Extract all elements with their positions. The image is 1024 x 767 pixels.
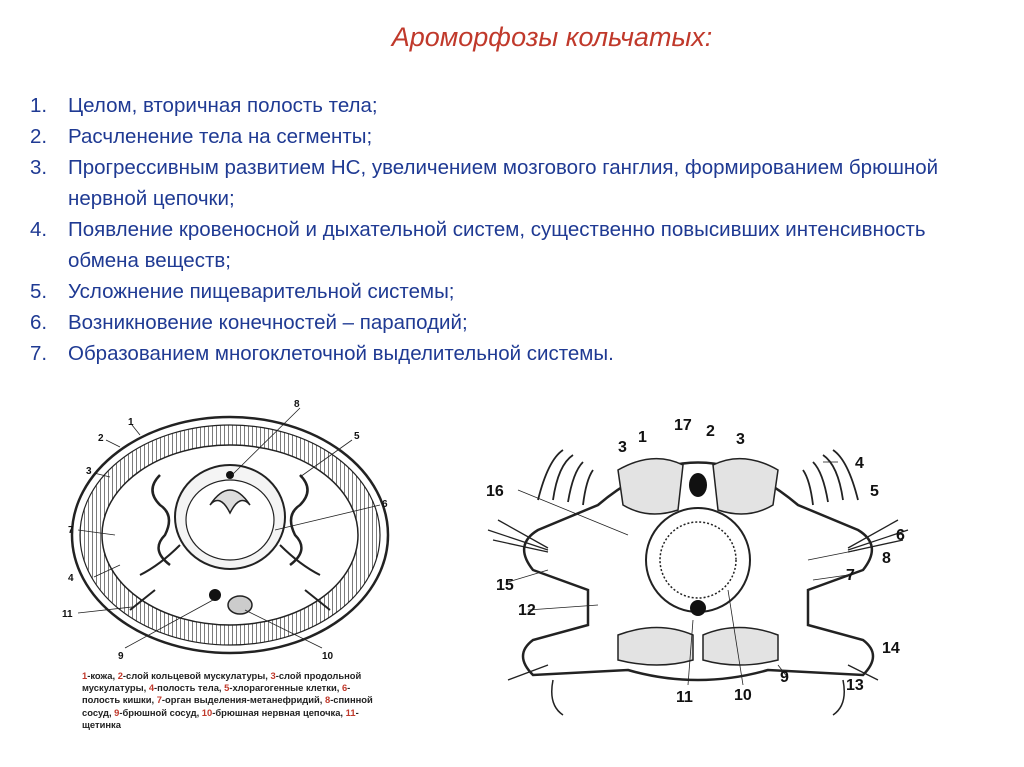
label-10: 10 bbox=[734, 687, 752, 704]
legend-number: 7 bbox=[156, 694, 162, 706]
label-16: 16 bbox=[486, 483, 504, 500]
legend-number: 6 bbox=[341, 682, 348, 694]
legend-number: 9 bbox=[114, 706, 120, 718]
figure-legend bbox=[82, 670, 382, 731]
label-11: 11 bbox=[62, 609, 73, 620]
label-5: 5 bbox=[354, 431, 360, 442]
label-12: 12 bbox=[518, 602, 536, 619]
list-item: 2. Расчленение тела на сегменты; bbox=[30, 125, 373, 148]
list-item: 6. Возникновение конечностей – параподий; bbox=[30, 311, 468, 334]
label-8: 8 bbox=[294, 399, 300, 410]
label-9: 9 bbox=[780, 669, 789, 686]
label-1: 1 bbox=[638, 429, 647, 446]
earthworm-cross-section-diagram bbox=[60, 395, 400, 670]
legend-text: -брюшная нервная цепочка, bbox=[212, 706, 346, 718]
label-13: 13 bbox=[846, 677, 864, 694]
label-11: 11 bbox=[676, 689, 693, 706]
label-3-left: 3 bbox=[618, 439, 627, 456]
legend-text: -слой кольцевой мускулатуры, bbox=[122, 670, 271, 681]
label-5: 5 bbox=[870, 483, 879, 500]
label-8: 8 bbox=[882, 550, 891, 567]
legend-number: 2 bbox=[117, 670, 123, 681]
legend-text: -кожа, bbox=[87, 670, 118, 681]
legend-text: -полость тела, bbox=[154, 682, 225, 694]
legend-number: 11 bbox=[345, 706, 356, 718]
legend-number: 1 bbox=[82, 670, 88, 681]
legend-text: -хлорагогенные клетки, bbox=[229, 682, 342, 694]
label-1: 1 bbox=[128, 417, 134, 428]
legend-number: 3 bbox=[270, 670, 276, 681]
label-17: 17 bbox=[674, 417, 692, 434]
label-6: 6 bbox=[382, 499, 388, 510]
label-4: 4 bbox=[68, 573, 74, 584]
label-6: 6 bbox=[896, 527, 905, 544]
label-2: 2 bbox=[98, 433, 104, 444]
legend-text: -щетинка bbox=[82, 706, 359, 730]
list-item: 3. Прогрессивным развитием НС, увеличением мозгового ганглия, формированием брюшной нервной цепочки; bbox=[30, 156, 939, 210]
legend-number: 8 bbox=[324, 694, 331, 706]
aromorphoses-list bbox=[30, 90, 990, 369]
slide-title: Ароморфозы кольчатых: bbox=[391, 22, 713, 52]
polychaete-cross-section-diagram bbox=[478, 410, 918, 730]
legend-number: 10 bbox=[201, 706, 213, 718]
list-item: 5. Усложнение пищеварительной системы; bbox=[30, 280, 455, 303]
label-9: 9 bbox=[118, 651, 124, 662]
legend-text: -слой продольной мускулатуры, bbox=[82, 670, 362, 694]
legend-text: -орган выделения-метанефридий, bbox=[161, 694, 325, 706]
label-14: 14 bbox=[882, 640, 900, 657]
label-4: 4 bbox=[855, 455, 864, 472]
legend-text: -спинной сосуд, bbox=[82, 694, 373, 718]
legend-number: 4 bbox=[148, 682, 155, 694]
label-3: 3 bbox=[86, 466, 92, 477]
list-item: 1. Целом, вторичная полость тела; bbox=[30, 94, 378, 117]
label-10: 10 bbox=[322, 651, 334, 662]
label-2: 2 bbox=[706, 423, 715, 440]
legend-text: -брюшной сосуд, bbox=[119, 706, 202, 718]
label-7: 7 bbox=[846, 567, 855, 584]
label-7: 7 bbox=[68, 525, 74, 536]
label-3-right: 3 bbox=[736, 431, 745, 448]
legend-number: 5 bbox=[224, 682, 230, 694]
list-item: 4. Появление кровеносной и дыхательной систем, существенно повысивших интенсивность обмена веществ; bbox=[30, 218, 926, 272]
label-15: 15 bbox=[496, 577, 514, 594]
list-item: 7. Образованием многоклеточной выделительной системы. bbox=[30, 342, 614, 365]
legend-text: -полость кишки, bbox=[82, 682, 351, 706]
